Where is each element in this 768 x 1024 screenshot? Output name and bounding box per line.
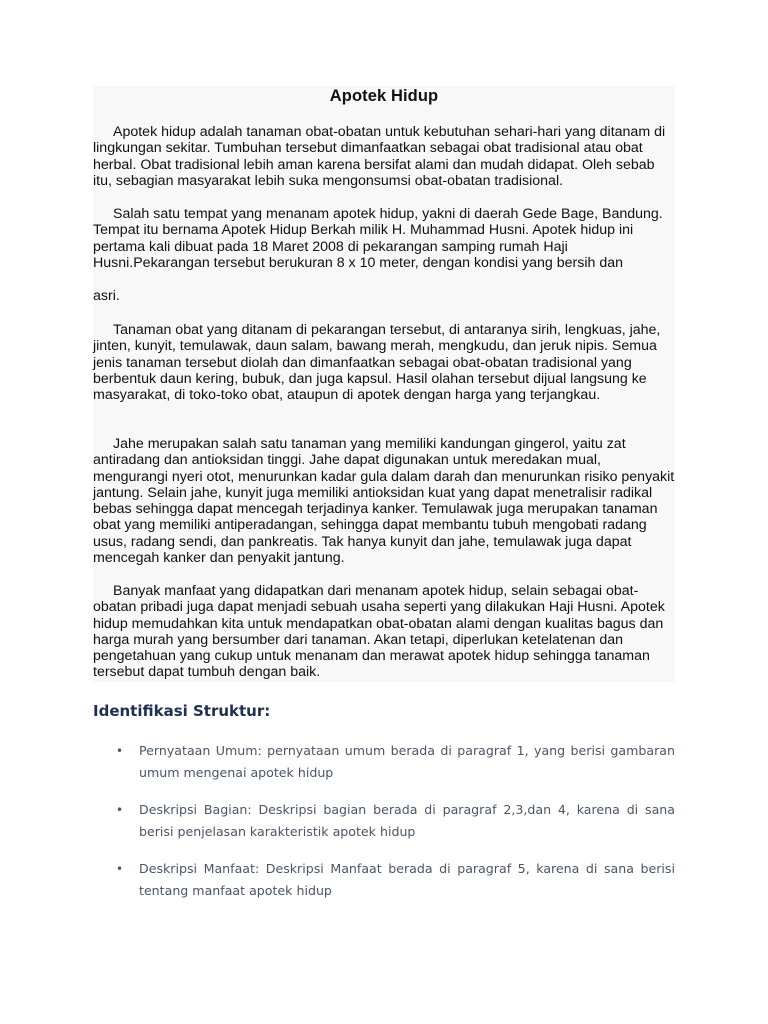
paragraph-2: Salah satu tempat yang menanam apotek hidup, yakni di daerah Gede Bage, Bandung. Tempat itu bernama Apotek Hidup Berkah milik H. Muhammad Husni. Apotek hidup ini pertama kali dibuat pada 18 Maret 2008 di pekarangan samping rumah Haji Husni.Pekarangan tersebut berukuran 8 x 10 meter, dengan kondisi yang bersih dan [93,206,663,271]
structure-heading: Identifikasi Struktur: [93,702,271,720]
bullet-icon: • [116,862,124,876]
document-title: Apotek Hidup [329,87,439,105]
document-text-block [93,86,675,682]
list-item [93,858,675,902]
list-item-text: Deskripsi Bagian: Deskripsi bagian berada di paragraf 2,3,dan 4, karena di sana berisi penjelasan karakteristik apotek hidup [139,802,675,839]
list-item [93,740,675,784]
list-item-text: Deskripsi Manfaat: Deskripsi Manfaat berada di paragraf 5, karena di sana berisi tentang manfaat apotek hidup [139,861,675,898]
paragraph-1: Apotek hidup adalah tanaman obat-obatan untuk kebutuhan sehari-hari yang ditanam di lingkungan sekitar. Tumbuhan tersebut dimanfaatkan sebagai obat tradisional atau obat herbal. Obat tradisional lebih aman karena bersifat alami dan mudah didapat. Oleh sebab itu, sebagian masyarakat lebih suka mengonsumsi obat-obatan tradisional. [93,124,666,189]
list-item-text: Pernyataan Umum: pernyataan umum berada di paragraf 1, yang berisi gambaran umum mengenai apotek hidup [139,743,675,780]
paragraph-5: Banyak manfaat yang didapatkan dari menanam apotek hidup, selain sebagai obat-obatan pribadi juga dapat menjadi sebuah usaha seperti yang dilakukan Haji Husni. Apotek hidup memudahkan kita untuk mendapatkan obat-obatan alami dengan kualitas bagus dan harga murah yang bersumber dari tanaman. Akan tetapi, diperlukan ketelatenan dan pengetahuan yang cukup untuk menanam dan merawat apotek hidup sehingga tanaman tersebut dapat tumbuh dengan baik. [93,583,665,681]
paragraph-4: Jahe merupakan salah satu tanaman yang memiliki kandungan gingerol, yaitu zat antiradang dan antioksidan tinggi. Jahe dapat digunakan untuk meredakan mual, mengurangi nyeri otot, menurunkan kadar gula dalam darah dan menurunkan risiko penyakit jantung. Selain jahe, kunyit juga memiliki antioksidan kuat yang dapat menetralisir radikal bebas sehingga dapat mencegah terjadinya kanker. Temulawak juga merupakan tanaman obat yang memiliki antiperadangan, sehingga dapat membantu tubuh mengobati radang usus, radang sendi, dan pankreatis. Tak hanya kunyit dan jahe, temulawak juga dapat mencegah kanker dan penyakit jantung. [93,436,675,567]
structure-list [93,740,675,917]
bullet-icon: • [116,803,124,817]
paragraph-2-continuation: asri. [93,288,120,304]
paragraph-3: Tanaman obat yang ditanam di pekarangan tersebut, di antaranya sirih, lengkuas, jahe, jinten, kunyit, temulawak, daun salam, bawang merah, mengkudu, dan jeruk nipis. Semua jenis tanaman tersebut diolah dan dimanfaatkan sebagai obat-obatan tradisional yang berbentuk daun kering, bubuk, dan juga kapsul. Hasil olahan tersebut dijual langsung ke masyarakat, di toko-toko obat, ataupun di apotek dengan harga yang terjangkau. [93,322,661,404]
bullet-icon: • [116,744,124,758]
list-item [93,799,675,843]
